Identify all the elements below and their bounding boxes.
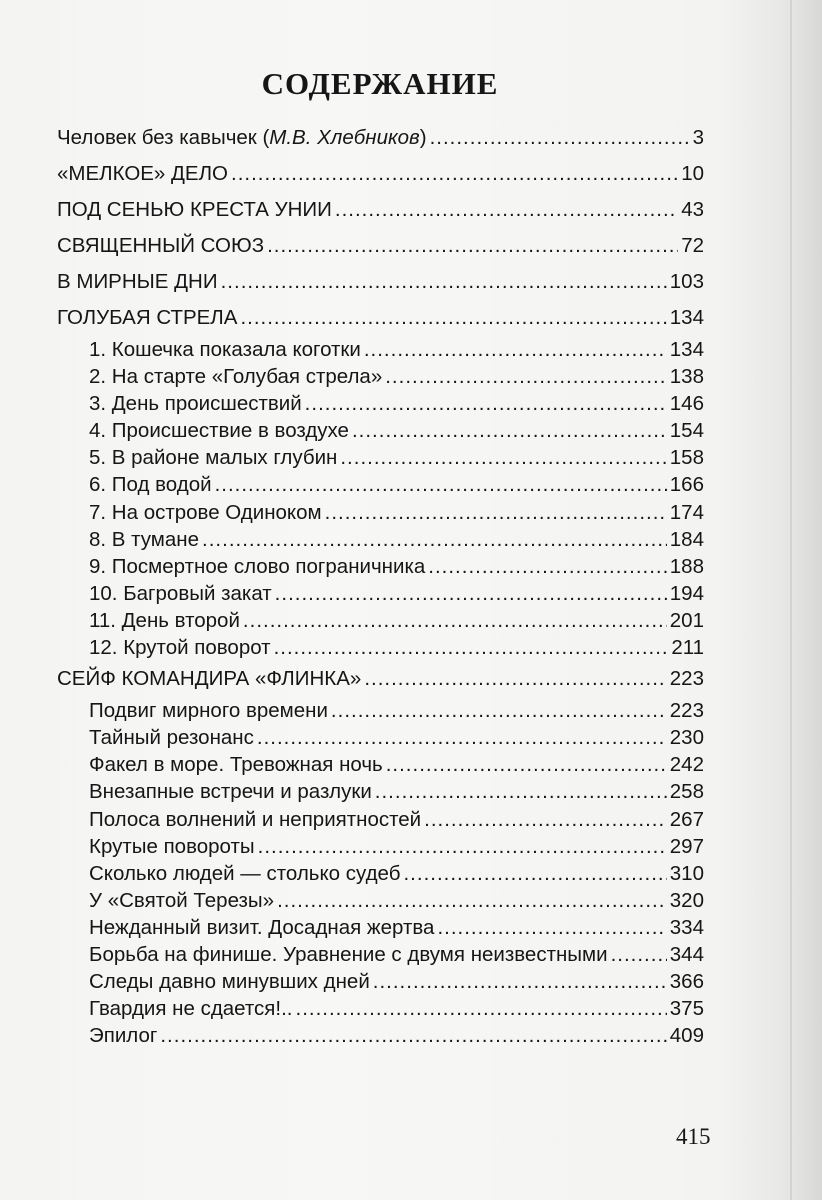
toc-entry-title: Человек без кавычек (М.В. Хлебников) xyxy=(57,126,427,149)
toc-page-number: 188 xyxy=(669,554,704,578)
toc-page-number: 184 xyxy=(669,527,704,551)
toc-chapter xyxy=(57,580,704,607)
toc-page-number: 3 xyxy=(692,126,704,149)
toc-entry-v-mirnye-dni xyxy=(57,264,704,300)
toc-chapter xyxy=(57,499,704,526)
toc-page-number: 72 xyxy=(681,234,704,257)
toc-chapter-title: 9. Посмертное слово пограничника xyxy=(89,554,426,578)
dot-leader xyxy=(221,264,667,300)
toc-page-number: 146 xyxy=(669,392,704,416)
toc-page-number: 211 xyxy=(671,636,704,660)
toc-chapter-title: 4. Происшествие в воздухе xyxy=(89,419,349,443)
toc-page-number: 158 xyxy=(669,446,704,470)
dot-leader xyxy=(231,156,678,192)
toc-chapter xyxy=(57,914,704,941)
toc-chapter-title: Сколько людей — столько судеб xyxy=(89,861,401,885)
toc-chapter xyxy=(57,995,704,1022)
toc-chapter xyxy=(57,806,704,833)
toc-chapter xyxy=(57,1022,704,1049)
toc-chapter xyxy=(57,968,704,995)
toc-page-number: 334 xyxy=(669,915,704,939)
toc-page-number: 43 xyxy=(681,198,704,221)
toc-chapter-title: 12. Крутой поворот xyxy=(89,636,271,660)
toc-chapter-title: Эпилог xyxy=(89,1024,158,1048)
toc-chapter-title: 1. Кошечка показала коготки xyxy=(89,338,361,361)
toc-page-number: 223 xyxy=(669,667,704,691)
toc-entry-golubaya-strela xyxy=(57,300,704,336)
toc-page-number: 223 xyxy=(669,699,704,723)
dot-leader xyxy=(373,968,667,995)
dot-leader xyxy=(375,778,667,805)
dot-leader xyxy=(428,553,667,580)
dot-leader xyxy=(275,580,667,607)
toc-chapter xyxy=(57,697,704,724)
toc-chapter xyxy=(57,724,704,751)
dot-leader xyxy=(331,697,667,724)
toc-page-number: 154 xyxy=(669,419,704,443)
toc-page-number: 409 xyxy=(669,1024,704,1048)
toc-chapter xyxy=(57,363,704,390)
toc-chapter-title: Следы давно минувших дней xyxy=(89,970,370,994)
toc-page-number: 174 xyxy=(669,500,704,524)
toc-entry-pod-senyu xyxy=(57,192,704,228)
dot-leader xyxy=(437,914,666,941)
toc-chapter-title: Гвардия не сдается!.. xyxy=(89,997,293,1021)
toc-chapter xyxy=(57,526,704,553)
toc-entry-seif-komandira xyxy=(57,661,704,697)
toc-chapter-title: Внезапные встречи и разлуки xyxy=(89,780,372,804)
toc-chapter xyxy=(57,778,704,805)
toc-chapter-title: 2. На старте «Голубая стрела» xyxy=(89,365,383,389)
dot-leader xyxy=(240,300,666,336)
dot-leader xyxy=(202,526,667,553)
toc-chapter xyxy=(57,860,704,887)
toc-page-number: 366 xyxy=(669,970,704,994)
toc-chapter-title: 6. Под водой xyxy=(89,473,212,497)
toc-entry-title: ПОД СЕНЬЮ КРЕСТА УНИИ xyxy=(57,198,332,221)
dot-leader xyxy=(277,887,667,914)
toc-page-number: 344 xyxy=(669,942,704,966)
toc-chapter-title: Крутые повороты xyxy=(89,834,255,858)
toc-entry-title: «МЕЛКОЕ» ДЕЛО xyxy=(57,162,228,185)
dot-leader xyxy=(258,833,667,860)
toc-chapter xyxy=(57,634,704,661)
toc-page-number: 258 xyxy=(669,780,704,804)
toc-chapter xyxy=(57,417,704,444)
toc-chapter xyxy=(57,887,704,914)
toc-chapter-title: Полоса волнений и неприятностей xyxy=(89,807,422,831)
toc-chapter-title: 8. В тумане xyxy=(89,527,200,551)
dot-leader xyxy=(340,444,666,471)
dot-leader xyxy=(325,499,667,526)
toc-page-number: 267 xyxy=(669,807,704,831)
toc-page-number: 138 xyxy=(669,365,704,389)
dot-leader xyxy=(385,363,667,390)
dot-leader xyxy=(267,228,678,264)
toc-chapter-title: Подвиг мирного времени xyxy=(89,699,328,723)
dot-leader xyxy=(424,806,667,833)
toc-chapter-title: Нежданный визит. Досадная жертва xyxy=(89,915,435,939)
toc-chapter-title: У «Святой Терезы» xyxy=(89,888,275,912)
dot-leader xyxy=(274,634,669,661)
toc-chapter xyxy=(57,471,704,498)
dot-leader xyxy=(335,192,678,228)
dot-leader xyxy=(364,336,667,363)
toc-chapter xyxy=(57,336,704,363)
dot-leader xyxy=(257,724,667,751)
dot-leader xyxy=(430,120,690,156)
toc-chapter-title: 3. День происшествий xyxy=(89,392,302,416)
toc-entry-title: СЕЙФ КОМАНДИРА «ФЛИНКА» xyxy=(57,667,362,691)
toc-page-number: 10 xyxy=(681,162,704,185)
toc-page-number: 134 xyxy=(669,338,704,361)
toc-entry-svyashchenny-soyuz xyxy=(57,228,704,264)
dot-leader xyxy=(296,995,667,1022)
toc-chapter xyxy=(57,390,704,417)
toc-page-number: 134 xyxy=(669,306,704,329)
toc-chapter xyxy=(57,553,704,580)
dot-leader xyxy=(215,471,667,498)
toc-page-number: 242 xyxy=(669,753,704,777)
dot-leader xyxy=(243,607,667,634)
page-title: СОДЕРЖАНИЕ xyxy=(261,66,499,101)
toc-entry-melkoe-delo xyxy=(57,156,704,192)
toc-page-number: 230 xyxy=(669,726,704,750)
dot-leader xyxy=(403,860,666,887)
toc-page-number: 310 xyxy=(669,861,704,885)
toc-entry-author: М.В. Хлебников xyxy=(269,126,420,149)
toc-page-number: 201 xyxy=(669,608,704,632)
toc-entry-title: ГОЛУБАЯ СТРЕЛА xyxy=(57,306,238,329)
toc-chapter xyxy=(57,751,704,778)
toc-page-number: 103 xyxy=(669,270,704,293)
toc-page-number: 375 xyxy=(669,997,704,1021)
toc-entry-title: В МИРНЫЕ ДНИ xyxy=(57,270,218,293)
toc-chapter xyxy=(57,833,704,860)
dot-leader xyxy=(305,390,667,417)
toc-entry-title: СВЯЩЕННЫЙ СОЮЗ xyxy=(57,234,265,257)
toc-chapter-title: 10. Багровый закат xyxy=(89,581,272,605)
dot-leader xyxy=(386,751,667,778)
toc-page-number: 194 xyxy=(669,581,704,605)
toc-chapter-title: Тайный резонанс xyxy=(89,726,254,750)
dot-leader xyxy=(611,941,667,968)
page-edge xyxy=(790,0,792,1200)
toc-chapter-title: Борьба на финише. Уравнение с двумя неизвестными xyxy=(89,942,608,966)
toc-chapter-title: 11. День второй xyxy=(89,608,240,632)
toc-chapter-title: Факел в море. Тревожная ночь xyxy=(89,753,383,777)
toc-chapter-title: 7. На острове Одиноком xyxy=(89,500,322,524)
toc-chapter-title: 5. В районе малых глубин xyxy=(89,446,338,470)
toc-page-number: 297 xyxy=(669,834,704,858)
toc-page-number: 320 xyxy=(669,888,704,912)
table-of-contents xyxy=(57,120,704,1049)
toc-chapter xyxy=(57,444,704,471)
toc-chapter xyxy=(57,941,704,968)
dot-leader xyxy=(352,417,667,444)
toc-chapter xyxy=(57,607,704,634)
page-number: 415 xyxy=(676,1124,711,1149)
toc-entry-foreword xyxy=(57,120,704,156)
dot-leader xyxy=(160,1022,666,1049)
toc-page-number: 166 xyxy=(669,473,704,497)
dot-leader xyxy=(364,661,666,697)
